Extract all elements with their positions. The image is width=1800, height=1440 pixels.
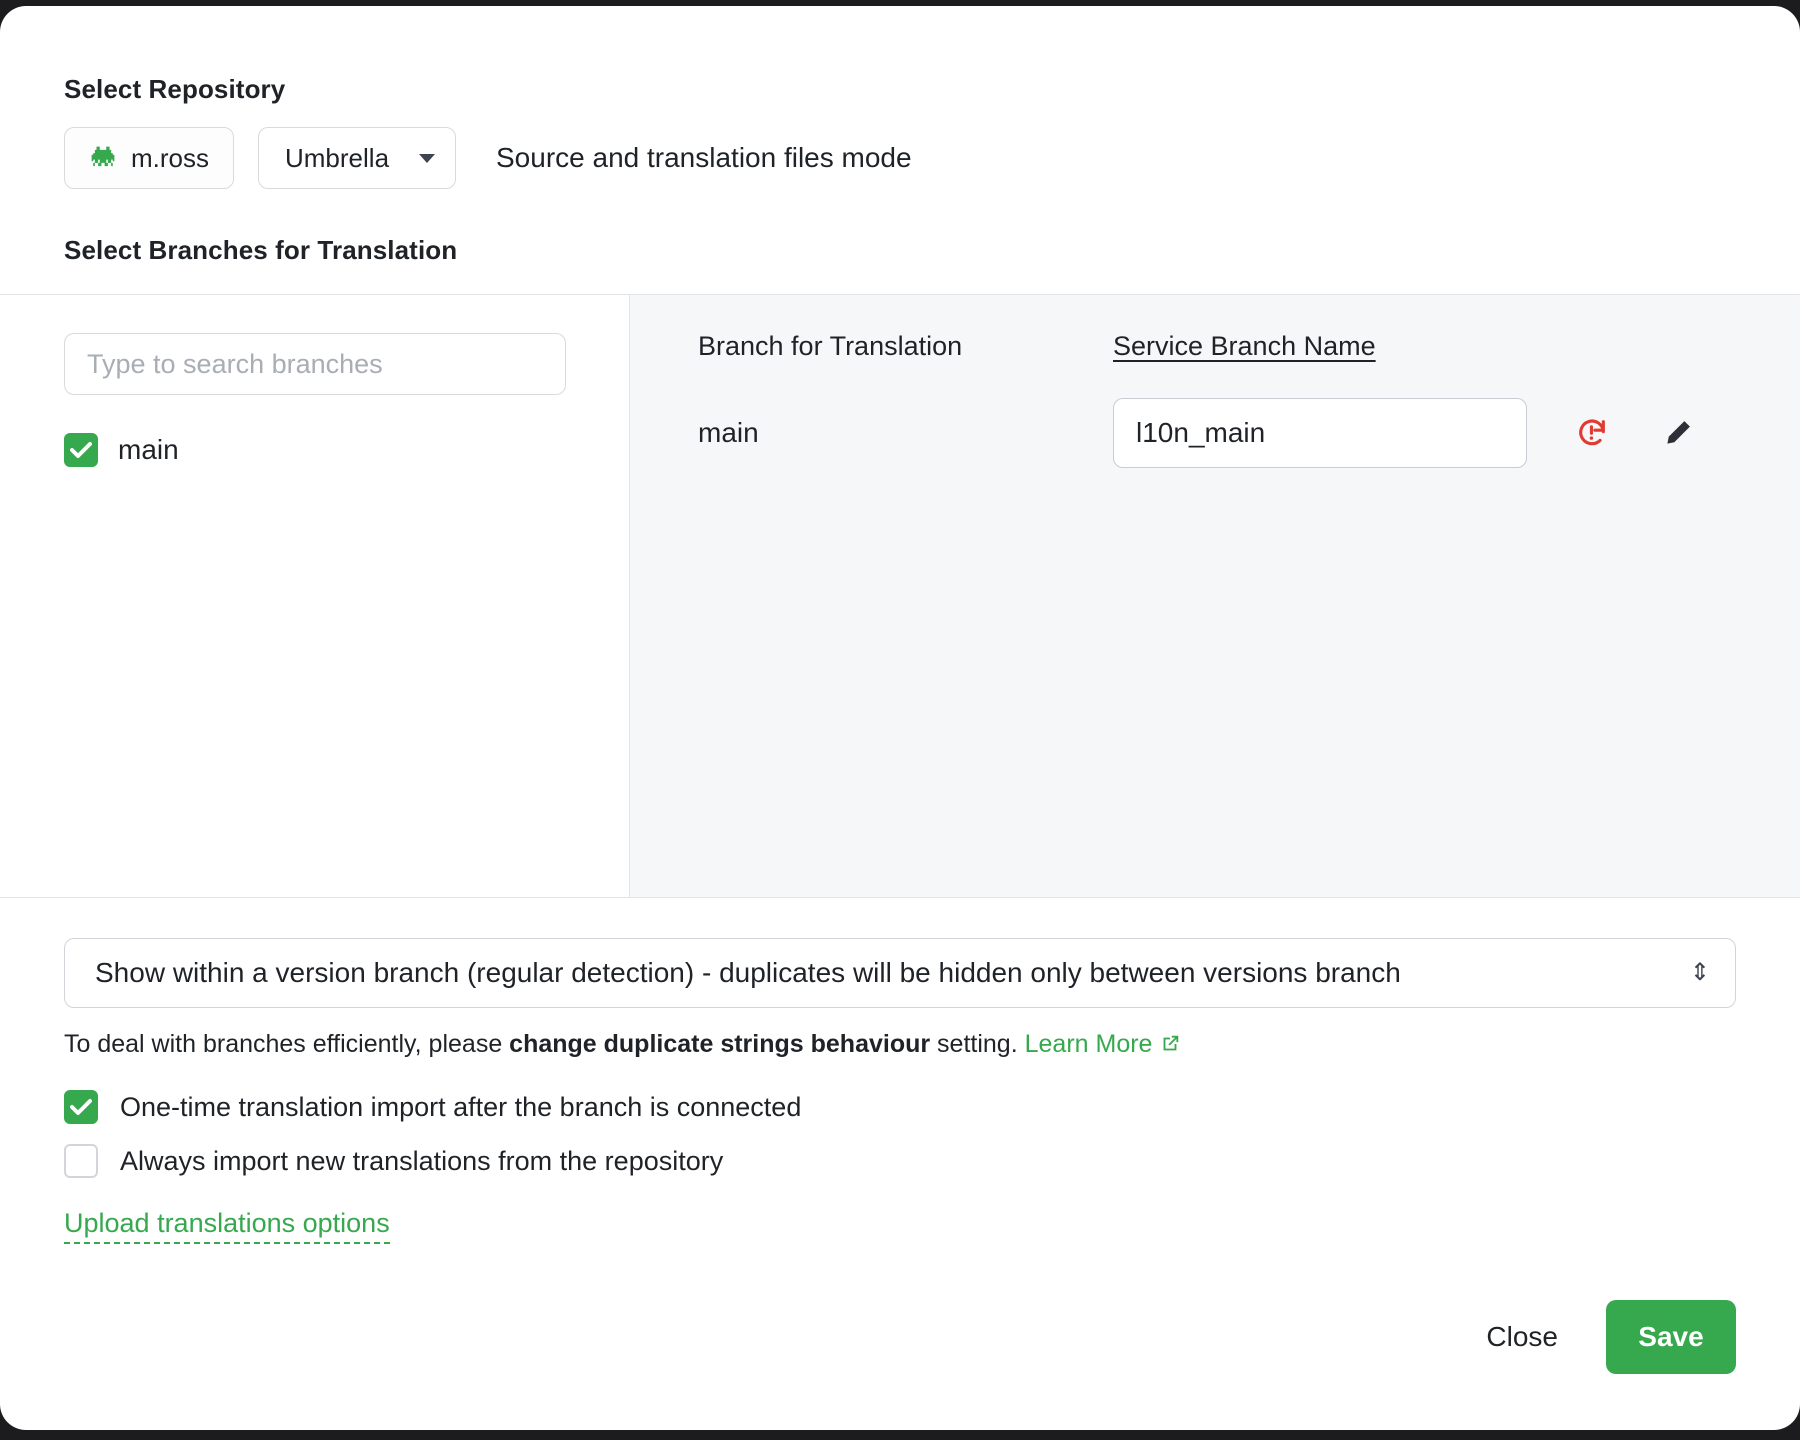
- always-import-checkbox[interactable]: [64, 1144, 98, 1178]
- dialog-top-section: [0, 74, 1800, 266]
- service-branch-name-input[interactable]: [1113, 398, 1527, 468]
- duplicate-strings-select-wrap: [64, 938, 1736, 1008]
- one-time-import-label: One-time translation import after the branch is connected: [120, 1091, 802, 1122]
- option-row-one-time-import[interactable]: [64, 1090, 1736, 1124]
- branch-list-pane: [0, 295, 630, 897]
- select-branches-label: Select Branches for Translation: [64, 235, 458, 265]
- branch-list-item-label: main: [118, 434, 179, 465]
- col-service-branch-name-header: Service Branch Name: [1113, 331, 1376, 361]
- github-octocat-icon: [89, 145, 117, 171]
- branch-mapping-header: [698, 331, 1800, 362]
- repository-mode-dropdown[interactable]: [258, 127, 456, 189]
- branch-list-item[interactable]: [64, 433, 565, 467]
- select-updown-icon: ⇕: [1689, 959, 1710, 986]
- one-time-import-checkbox[interactable]: [64, 1090, 98, 1124]
- dialog-bottom-section: [0, 898, 1800, 1244]
- repository-chip[interactable]: [64, 127, 234, 189]
- hint-prefix: To deal with branches efficiently, please: [64, 1030, 510, 1058]
- duplicate-strings-select[interactable]: [64, 938, 1736, 1008]
- hint-bold: change duplicate strings behaviour: [509, 1030, 931, 1058]
- close-button[interactable]: Close: [1464, 1307, 1580, 1367]
- branch-mapping-pane: [630, 295, 1800, 897]
- save-button[interactable]: Save: [1606, 1300, 1736, 1374]
- reset-warning-icon[interactable]: [1569, 410, 1615, 456]
- chevron-down-icon: [419, 154, 435, 163]
- col-branch-for-translation-header: Branch for Translation: [698, 331, 963, 361]
- hint-suffix: setting.: [930, 1030, 1025, 1058]
- dialog-actions: [0, 1300, 1800, 1374]
- select-repository-label: Select Repository: [64, 74, 286, 104]
- branches-panes: [0, 294, 1800, 898]
- option-row-always-import[interactable]: [64, 1144, 1736, 1178]
- duplicates-hint: [64, 1030, 1736, 1062]
- repository-settings-dialog: [0, 6, 1800, 1430]
- external-link-icon: [1159, 1033, 1181, 1062]
- always-import-label: Always import new translations from the repository: [120, 1145, 724, 1176]
- branch-for-translation-value: main: [698, 417, 759, 448]
- files-mode-text: Source and translation files mode: [496, 142, 912, 173]
- learn-more-link[interactable]: Learn More: [1024, 1030, 1153, 1058]
- repository-row: [64, 127, 1736, 189]
- repository-mode-value: Umbrella: [285, 142, 390, 173]
- branch-mapping-row: [698, 398, 1800, 468]
- repository-name: m.ross: [131, 142, 209, 173]
- branch-checkbox-main[interactable]: [64, 433, 98, 467]
- upload-translations-options-link[interactable]: Upload translations options: [64, 1208, 390, 1244]
- search-branches-input[interactable]: [64, 333, 566, 395]
- pencil-icon[interactable]: [1655, 410, 1701, 456]
